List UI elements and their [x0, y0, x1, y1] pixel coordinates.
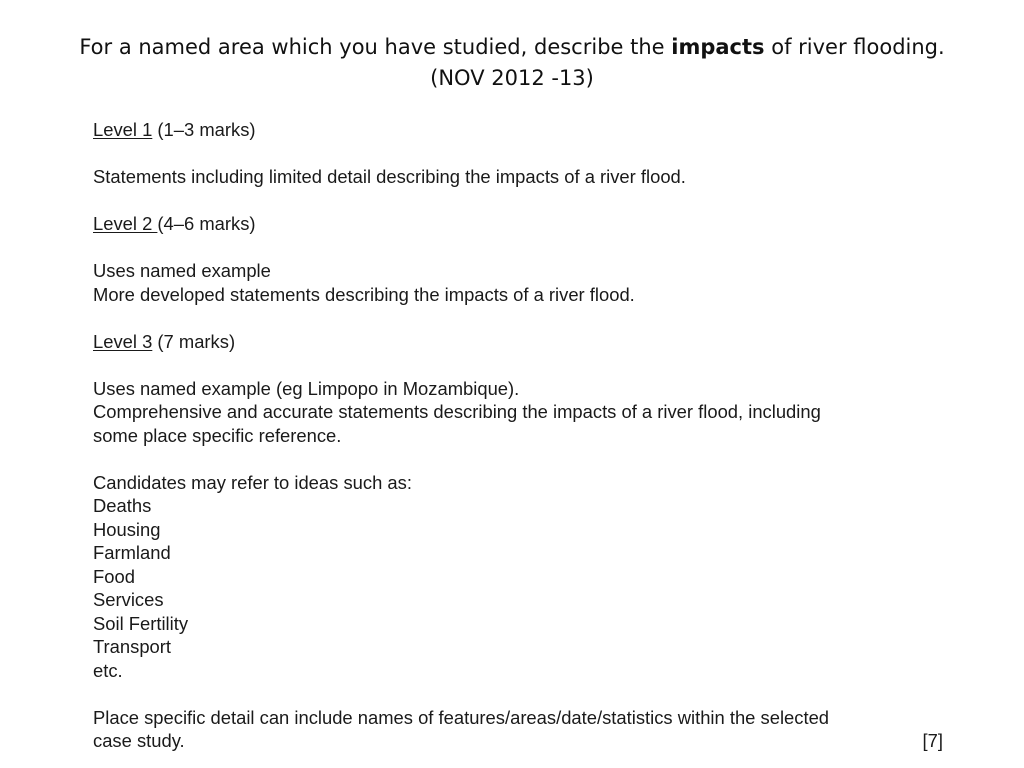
footer-line: Place specific detail can include names of features/areas/date/statistics within the selected	[93, 706, 830, 728]
question-emphasis: impacts	[671, 35, 765, 59]
level-marks: (7 marks)	[152, 330, 236, 352]
level-heading	[93, 330, 973, 354]
question-title	[0, 32, 1024, 94]
level-descriptor: Uses named example	[93, 260, 271, 281]
footer-last-line	[93, 729, 973, 753]
level-descriptor: Comprehensive and accurate statements describing the impacts of a river flood, including	[93, 401, 821, 422]
question-reference: (NOV 2012 -13)	[430, 66, 594, 90]
idea-item: Transport	[93, 636, 172, 657]
total-marks: [7]	[922, 730, 943, 751]
level-descriptor: Statements including limited detail describing the impacts of a river flood.	[93, 166, 686, 187]
idea-item: Food	[93, 565, 135, 587]
level-name: Level 1	[93, 119, 153, 140]
mark-scheme	[93, 118, 973, 753]
idea-item: Services	[93, 589, 164, 610]
question-text	[0, 32, 1024, 63]
idea-item: Soil Fertility	[93, 612, 189, 634]
level-descriptor: some place specific reference.	[93, 424, 342, 446]
level-descriptor: Uses named example (eg Limpopo in Mozambique).	[93, 377, 520, 399]
ideas-intro: Candidates may refer to ideas such as:	[93, 471, 412, 493]
footer-line: case study.	[93, 730, 185, 751]
level-descriptor: More developed statements describing the impacts of a river flood.	[93, 283, 635, 305]
idea-item: Farmland	[93, 542, 171, 563]
question-prefix: For a named area which you have studied, describe the	[79, 35, 672, 59]
idea-item: Deaths	[93, 495, 152, 516]
level-heading	[93, 212, 973, 236]
question-suffix: of river flooding.	[764, 35, 945, 59]
level-name: Level 3	[93, 330, 153, 352]
level-heading	[93, 118, 973, 142]
level-marks: (1–3 marks)	[152, 119, 256, 140]
level-name: Level 2	[93, 213, 158, 234]
level-marks: (4–6 marks)	[157, 213, 256, 234]
idea-item: etc.	[93, 659, 123, 681]
idea-item: Housing	[93, 518, 161, 540]
